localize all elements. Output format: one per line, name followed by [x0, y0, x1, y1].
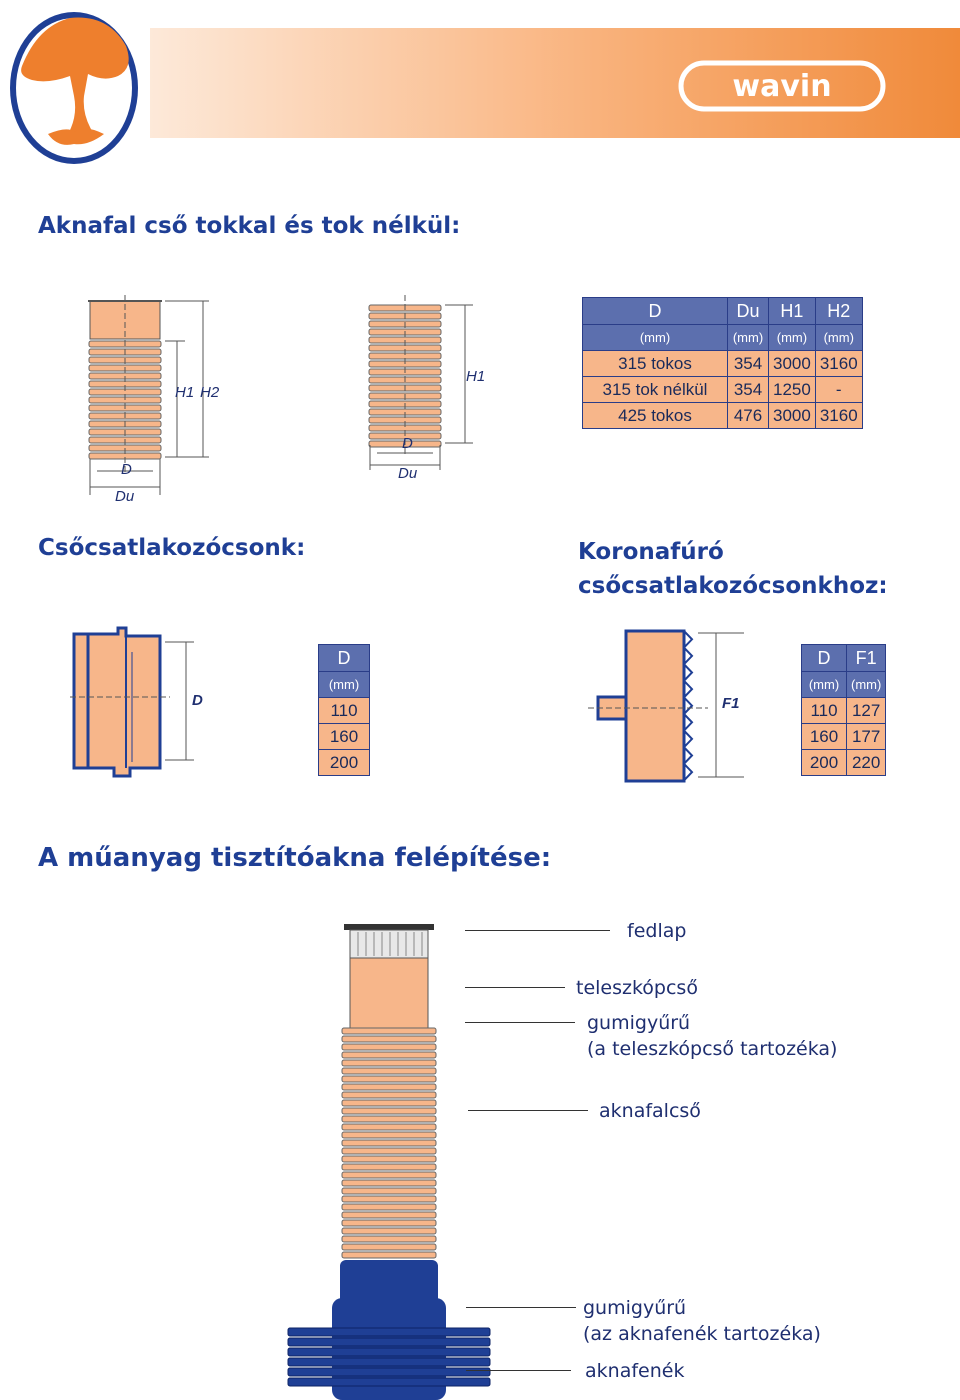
pipe-rib: [342, 1236, 436, 1242]
table-cell: 127: [847, 698, 886, 724]
wavin-logo: [678, 60, 886, 112]
part-ring1-label: [587, 1010, 837, 1062]
pipe-rib: [342, 1068, 436, 1074]
pipe-rib: [342, 1108, 436, 1114]
pipe-rib: [342, 1092, 436, 1098]
manhole-assembly-diagram: [280, 918, 520, 1400]
table-unit: (mm): [802, 672, 847, 698]
table-unit: (mm): [583, 325, 728, 351]
table-cell: 3000: [769, 403, 816, 429]
tree-logo-icon: [8, 6, 140, 164]
table-cell: 200: [802, 750, 847, 776]
connector-d-label: D: [192, 692, 203, 709]
table-header: D: [319, 645, 370, 672]
pipe-without-socket-diagram: [365, 295, 485, 495]
pipe-rib: [342, 1140, 436, 1146]
drill-spec-table: [801, 644, 886, 776]
table-header: D: [583, 298, 728, 325]
leader-line: [466, 1370, 571, 1371]
table-cell: 425 tokos: [583, 403, 728, 429]
part-ring1-line2: (a teleszkópcső tartozéka): [587, 1038, 838, 1060]
pipe-rib: [342, 1244, 436, 1250]
table-cell: 315 tokos: [583, 351, 728, 377]
leader-line: [465, 1022, 575, 1023]
pipe-with-socket-diagram: [85, 295, 235, 510]
table-cell: 160: [319, 724, 370, 750]
pipe-rib: [342, 1148, 436, 1154]
pipe-rib: [288, 1328, 490, 1336]
part-base-label: aknafenék: [585, 1360, 685, 1382]
part-cover-label: fedlap: [627, 920, 687, 942]
pipe-rib: [342, 1212, 436, 1218]
part-ring1-line1: gumigyűrű: [587, 1012, 691, 1034]
pipe-rib: [342, 1180, 436, 1186]
table-cell: 3000: [769, 351, 816, 377]
leader-line: [465, 987, 565, 988]
table-cell: 177: [847, 724, 886, 750]
connector-section-title: Csőcsatlakozócsonk:: [38, 535, 306, 561]
pipe-rib: [342, 1188, 436, 1194]
table-cell: 1250: [769, 377, 816, 403]
drill-title-line2: csőcsatlakozócsonkhoz:: [578, 573, 888, 599]
pipe-rib: [342, 1132, 436, 1138]
table-cell: 3160: [815, 403, 862, 429]
pipe-rib: [342, 1060, 436, 1066]
pipe-rib: [342, 1076, 436, 1082]
drill-title-line1: Koronafúró: [578, 539, 724, 565]
pipe-rib: [288, 1358, 490, 1366]
pipe1-du-label: Du: [115, 488, 135, 505]
pipe-rib: [342, 1044, 436, 1050]
table-cell: 110: [319, 698, 370, 724]
table-cell: -: [815, 377, 862, 403]
pipe2-du-label: Du: [398, 465, 418, 482]
pipe-spec-table: [582, 297, 863, 429]
part-ring2-label: [583, 1295, 821, 1347]
table-cell: 200: [319, 750, 370, 776]
pipe-rib: [342, 1036, 436, 1042]
pipe-rib: [342, 1124, 436, 1130]
pipe-rib: [342, 1164, 436, 1170]
pipe-rib: [288, 1378, 490, 1386]
pipe-rib: [342, 1156, 436, 1162]
table-cell: 354: [728, 377, 769, 403]
table-header: D: [802, 645, 847, 672]
pipe-rib: [342, 1228, 436, 1234]
leader-line: [468, 1110, 588, 1111]
table-unit: (mm): [847, 672, 886, 698]
drill-section-title: [578, 535, 888, 603]
svg-text:wavin: wavin: [732, 69, 832, 104]
assembly-section-title: A műanyag tisztítóakna felépítése:: [38, 843, 552, 873]
pipe2-d-label: D: [402, 435, 413, 452]
pipe-rib: [342, 1116, 436, 1122]
pipe-rib: [342, 1052, 436, 1058]
pipe-rib: [342, 1252, 436, 1258]
part-ring2-line1: gumigyűrű: [583, 1297, 687, 1319]
pipe-rib: [342, 1204, 436, 1210]
pipe-rib: [342, 1172, 436, 1178]
pipe-rib: [288, 1348, 490, 1356]
table-cell: 220: [847, 750, 886, 776]
pipe-rib: [342, 1084, 436, 1090]
table-cell: 160: [802, 724, 847, 750]
pipe2-h1-label: H1: [466, 368, 486, 385]
table-header: H2: [815, 298, 862, 325]
pipe-section-title: Aknafal cső tokkal és tok nélkül:: [38, 213, 461, 239]
part-shaft-label: aknafalcső: [599, 1100, 701, 1122]
pipe-rib: [342, 1220, 436, 1226]
table-unit: (mm): [319, 672, 370, 698]
table-unit: (mm): [769, 325, 816, 351]
table-unit: (mm): [728, 325, 769, 351]
pipe1-h2-label: H2: [200, 384, 220, 401]
pipe-rib: [342, 1100, 436, 1106]
pipe1-h1-label: H1: [175, 384, 195, 401]
table-cell: 315 tok nélkül: [583, 377, 728, 403]
table-unit: (mm): [815, 325, 862, 351]
pipe-rib: [288, 1338, 490, 1346]
table-header: F1: [847, 645, 886, 672]
connector-spec-table: [318, 644, 370, 776]
table-header: H1: [769, 298, 816, 325]
pipe-rib: [288, 1368, 490, 1376]
part-telescope-label: teleszkópcső: [576, 977, 698, 999]
drill-f1-label: F1: [722, 695, 740, 712]
pipe-rib: [342, 1028, 436, 1034]
table-cell: 110: [802, 698, 847, 724]
pipe1-d-label: D: [121, 461, 132, 478]
part-ring2-line2: (az aknafenék tartozéka): [583, 1323, 821, 1345]
leader-line: [465, 930, 610, 931]
table-header: Du: [728, 298, 769, 325]
table-cell: 3160: [815, 351, 862, 377]
table-cell: 476: [728, 403, 769, 429]
leader-line: [466, 1307, 576, 1308]
table-cell: 354: [728, 351, 769, 377]
pipe-rib: [342, 1196, 436, 1202]
